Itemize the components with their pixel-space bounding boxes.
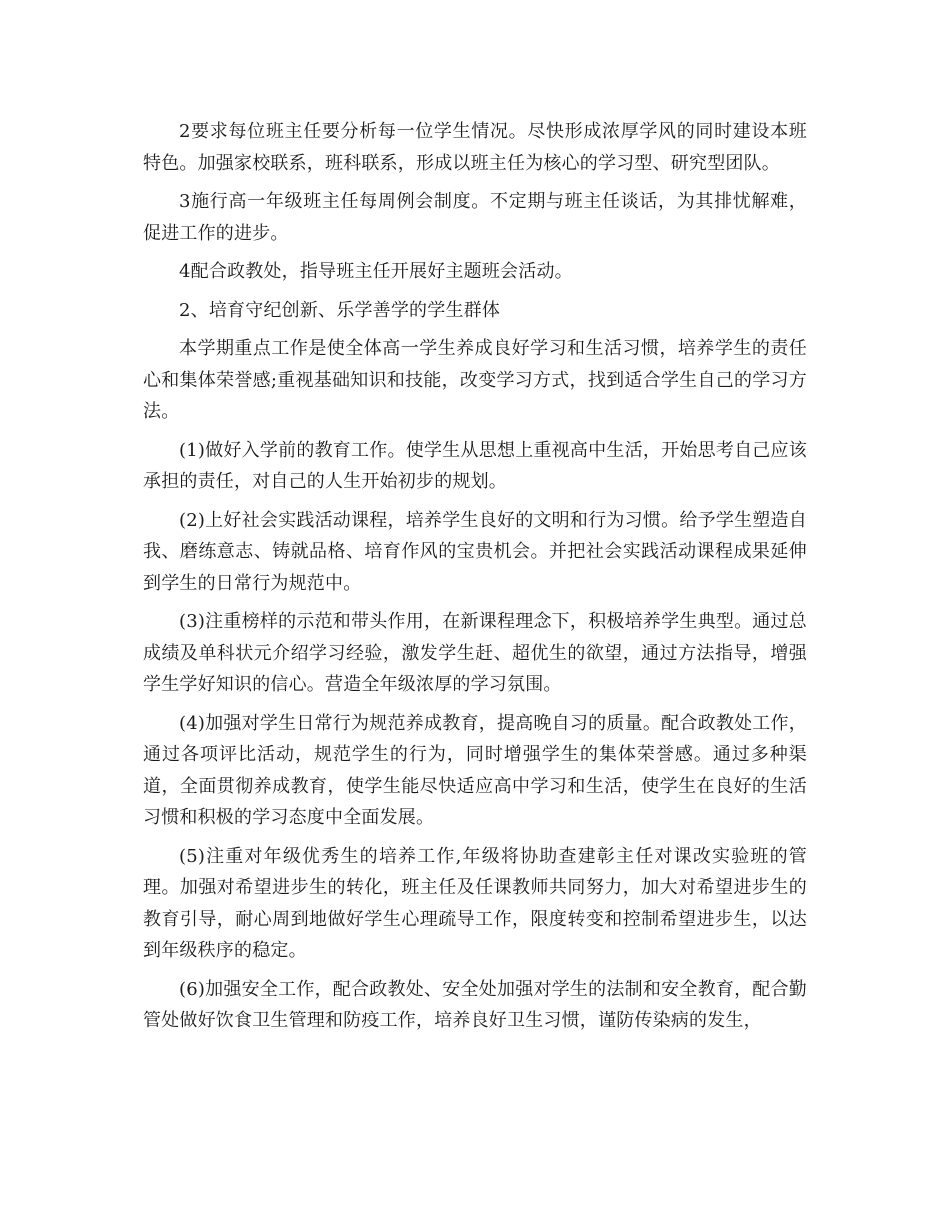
paragraph-class-teacher-analysis: 2要求每位班主任要分析每一位学生情况。尽快形成浓厚学风的同时建设本班特色。加强家校联系，班科联系，形成以班主任为核心的学习型、研究型团队。 <box>143 121 807 174</box>
paragraph-item-2: (2)上好社会实践活动课程，培养学生良好的文明和行为习惯。给予学生塑造自我、磨练意志、铸就品格、培育作风的宝贵机会。并把社会实践活动课程成果延伸到学生的日常行为规范中。 <box>143 509 807 594</box>
paragraph-weekly-meeting: 3施行高一年级班主任每周例会制度。不定期与班主任谈话，为其排忧解难，促进工作的进步。 <box>143 191 807 244</box>
paragraph-theme-class-meeting: 4配合政教处，指导班主任开展好主题班会活动。 <box>179 261 573 282</box>
paragraph-semester-focus: 本学期重点工作是使全体高一学生养成良好学习和生活习惯，培养学生的责任心和集体荣誉感;重视基础知识和技能，改变学习方式，找到适合学生自己的学习方法。 <box>143 338 807 422</box>
paragraph-item-6: (6)加强安全工作，配合政教处、安全处加强对学生的法制和安全教育，配合勤管处做好饮食卫生管理和防疫工作，培养良好卫生习惯，谨防传染病的发生， <box>143 978 807 1031</box>
paragraph-item-4: (4)加强对学生日常行为规范养成教育，提高晚自习的质量。配合政教处工作，通过各项评比活动，规范学生的行为，同时增强学生的集体荣誉感。通过多种渠道，全面贯彻养成教育，使学生能尽快适应高中学习和生活，使学生在良好的生活习惯和积极的学习态度中全面发展。 <box>143 712 807 828</box>
paragraph-item-5: (5)注重对年级优秀生的培养工作,年级将协助查建彰主任对课改实验班的管理。加强对希望进步生的转化，班主任及任课教师共同努力，加大对希望进步生的教育引导，耐心周到地做好学生心理疏导工作，限度转变和控制希望进步生，以达到年级秩序的稳定。 <box>143 845 807 961</box>
paragraph-item-1: (1)做好入学前的教育工作。使学生从思想上重视高中生活，开始思考自己应该承担的责任，对自己的人生开始初步的规划。 <box>143 439 807 492</box>
paragraph-item-3: (3)注重榜样的示范和带头作用，在新课程理念下，积极培养学生典型。通过总成绩及单科状元介绍学习经验，激发学生赶、超优生的欲望，通过方法指导，增强学生学好知识的信心。营造全年级浓厚的学习氛围。 <box>143 611 807 695</box>
document-body <box>143 116 807 1044</box>
section-heading-student-group: 2、培育守纪创新、乐学善学的学生群体 <box>179 299 501 321</box>
